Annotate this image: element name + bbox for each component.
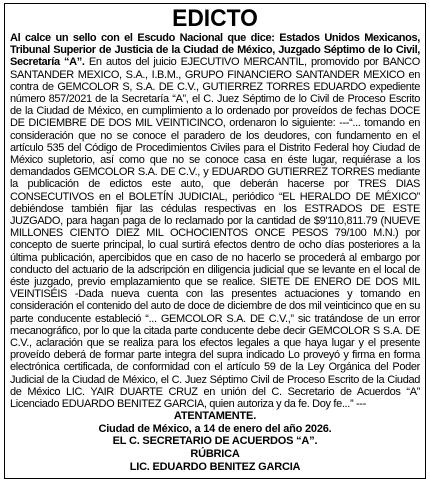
seal-description: Al calce un sello con el Escudo Nacional que dice: Estados Unidos Mexicanos, Tribunal Superior de Justicia de la Ciudad de México, Juzgado Séptimo de lo Civil, Secretaría “A”. bbox=[10, 32, 420, 69]
closing-place-date: Ciudad de México, a 14 de enero del año 2026. bbox=[98, 422, 332, 435]
notice-title: EDICTO bbox=[172, 5, 258, 32]
closing-office: EL C. SECRETARIO DE ACUERDOS “A”. bbox=[112, 435, 318, 448]
notice-body-paragraph bbox=[10, 32, 420, 410]
edict-notice bbox=[4, 3, 426, 479]
closing-attentively: ATENTAMENTE. bbox=[173, 410, 257, 423]
notice-body-text: En autos del juicio EJECUTIVO MERCANTIL, promovido por BANCO SANTANDER MEXICO, S.A., I.B.M., GRUPO FINANCIERO SANTANDER MEXICO en contra de GEMCOLOR S, S.A. DE C.V., GUTIERREZ TORRES EDUARDO expediente número 857/2021 de la Secretaría “A”, el C. Juez Séptimo de lo Civil de Proceso Escrito de la Ciudad de México, en cumplimiento a lo ordenado por proveídos de fechas DOCE DE DICIEMBRE DE DOS MIL VEINTICINCO, ordenaron lo siguiente: ---“... tomando en consideración que no se conoce el paradero de los deudores, con fundamento en el artículo 535 del Código de Procedimientos Civiles para el Distrito Federal hoy Ciudad de México supletorio, así como que no se conoce casa en éste lugar, requiérase a los demandados GEMCOLOR S.A. DE C.V., y EDUARDO GUTIERREZ TORRES mediante la publicación de edictos este auto, que deberán hacerse por TRES DIAS CONSECUTIVOS en el BOLETÍN JUDICIAL, periódico “EL HERALDO DE MÉXICO” debiéndose también fijar las cédulas respectivas en los ESTRADOS DE ESTE JUZGADO, para hagan paga de lo reclamado por la cantidad de $9'110,811.79 (NUEVE MILLONES CIENTO DIEZ MIL OCHOCIENTOS ONCE PESOS 79/100 M.N.) por concepto de suerte principal, lo cual surtirá efectos dentro de ocho días posteriores a la última publicación, apercibidos que en caso de no hacerlo se procederá al embargo por conducto del actuario de la adscripción en diligencia judicial que se levante en el local de éste juzgado, previo emplazamiento que se realice. SIETE DE ENERO DE DOS MIL VEINTISÉIS -Dada nueva cuenta con las presentes actuaciones y tomando en consideración el contenido del auto de doce de diciembre de dos mil veinticinco que en su parte conducente estableció “... GEMCOLOR S.A. DE C.V.,” sic tratándose de un error mecanográfico, por lo que la citada parte conducente debe decir GEMCOLOR S S.A. DE C.V., aclaración que se realiza para los efectos legales a que haya lugar y el presente proveído deberá de formar parte integra del supra indicado Lo proveyó y firma en forma electrónica certificada, de conformidad con el artículo 59 de la Ley Orgánica del Poder Judicial de la Ciudad de México, el C. Juez Séptimo Civil de Proceso Escrito de la Ciudad de México LIC. YAIR DUARTE CRUZ en unión del C. Secretario de Acuerdos “A” Licenciado EDUARDO BENITEZ GARCIA, quien autoriza y da fe. Doy fe...” --- bbox=[10, 56, 420, 411]
closing-signer: LIC. EDUARDO BENITEZ GARCIA bbox=[129, 460, 301, 473]
closing-signature-label: RÚBRICA bbox=[190, 448, 240, 461]
